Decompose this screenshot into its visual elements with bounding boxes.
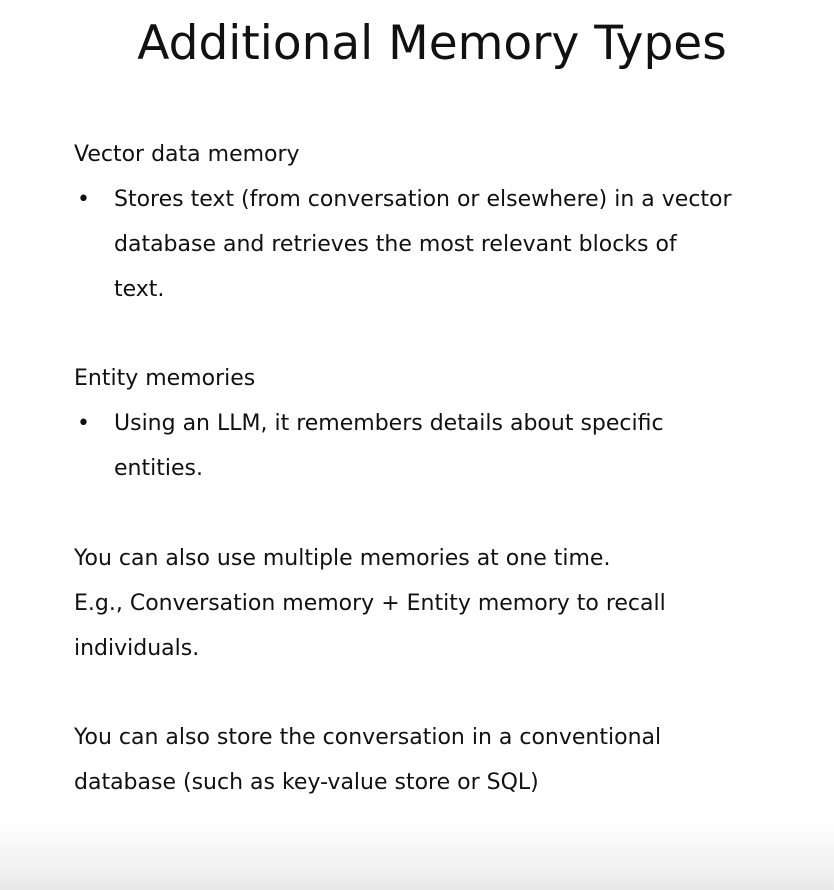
bullet-icon: • bbox=[77, 187, 90, 212]
section-heading: Entity memories bbox=[74, 366, 256, 391]
section-entity-memory bbox=[74, 356, 764, 491]
section-multiple-memories bbox=[74, 536, 764, 671]
paragraph-line: You can also use multiple memories at one time. bbox=[74, 546, 611, 571]
section-heading: Vector data memory bbox=[74, 142, 300, 167]
bullet-item bbox=[74, 401, 764, 491]
bullet-item bbox=[74, 177, 764, 312]
bullet-icon: • bbox=[77, 411, 90, 436]
bullet-text: Using an LLM, it remembers details about specific entities. bbox=[114, 411, 664, 481]
paragraph-line: You can also store the conversation in a conventional bbox=[74, 725, 662, 750]
section-vector-memory bbox=[74, 132, 764, 312]
paragraph-line: individuals. bbox=[74, 636, 200, 661]
paragraph-line: E.g., Conversation memory + Entity memory to recall bbox=[74, 591, 666, 616]
slide-title: Additional Memory Types bbox=[137, 16, 727, 71]
bottom-shadow bbox=[0, 820, 834, 890]
bullet-text: Stores text (from conversation or elsewhere) in a vector database and retrieves the most relevant blocks of text. bbox=[114, 187, 732, 302]
paragraph-line: database (such as key-value store or SQL) bbox=[74, 770, 539, 795]
section-conventional-storage bbox=[74, 715, 764, 805]
